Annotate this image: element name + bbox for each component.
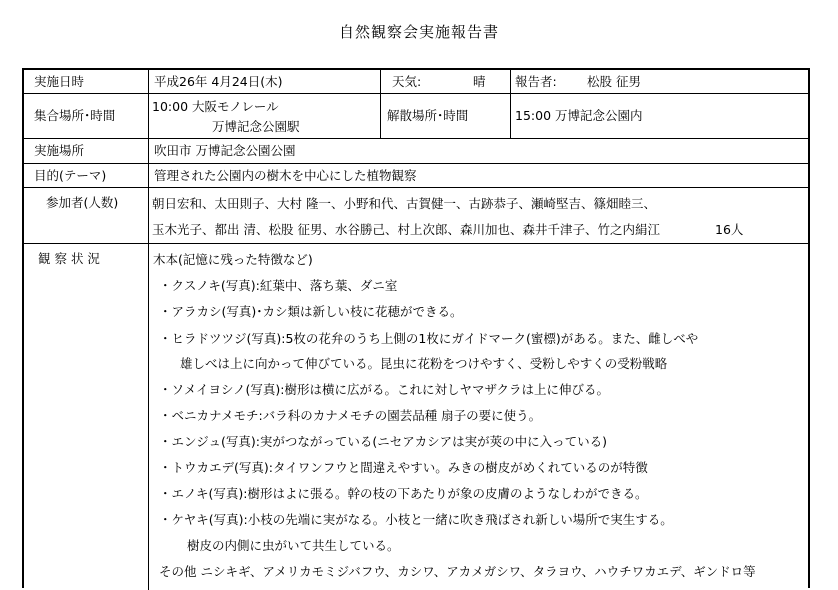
row-date <box>24 70 808 94</box>
row-observation <box>24 244 808 590</box>
reporter-label: 報告者: <box>515 74 557 89</box>
obs-line: ・トウカエデ(写真):タイワンフウと間違えやすい。みきの樹皮がめくれているのが特徴 <box>159 460 648 475</box>
meet-value <box>148 94 380 138</box>
row-purpose <box>24 164 808 188</box>
participants-line2: 玉木光子、都出 清、松股 征男、水谷勝己、村上次郎、森川加也、森井千津子、竹之内絹江 <box>152 222 660 237</box>
reporter-cell <box>510 70 808 93</box>
participants-count: 16人 <box>715 222 744 237</box>
obs-line: ・ケヤキ(写真):小枝の先端に実がなる。小枝と一緒に吹き飛ばされ新しい場所で実生する。 <box>159 512 673 527</box>
obs-line: ・ソメイヨシノ(写真):樹形は横に広がる。これに対しヤマザクラは上に伸びる。 <box>159 382 609 397</box>
purpose-value: 管理された公園内の樹木を中心にした植物観察 <box>148 164 808 187</box>
meet-label: 集合場所･時間 <box>34 108 116 123</box>
location-label: 実施場所 <box>34 143 85 158</box>
obs-line: 木本(記憶に残った特徴など) <box>153 252 313 267</box>
obs-line: 雄しべは上に向かって伸びている。昆虫に花粉をつけやすく、受粉しやすくの受粉戦略 <box>180 356 668 371</box>
participants-value <box>148 188 808 243</box>
row-location <box>24 139 808 164</box>
obs-line: ・エノキ(写真):樹形はよに張る。幹の枝の下あたりが象の皮膚のようなしわができる。 <box>159 486 648 501</box>
weather-cell <box>380 70 510 93</box>
observation-content <box>148 244 808 590</box>
row-meeting <box>24 94 808 139</box>
obs-line: 樹皮の内側に虫がいて共生している。 <box>187 538 400 553</box>
obs-line: ・エンジュ(写真):実がつながっている(ニセアカシアは実が莢の中に入っている) <box>159 434 608 449</box>
meet-line1: 10:00 大阪モノレール <box>152 99 279 114</box>
obs-line: ・ベニカナメモチ:バラ科のカナメモチの園芸品種 扇子の要に使う。 <box>159 408 542 423</box>
purpose-label: 目的(テーマ) <box>34 168 107 183</box>
observation-label: 観 察 状 況 <box>38 251 100 266</box>
meet-line2: 万博記念公園駅 <box>212 119 300 134</box>
participants-line1: 朝日宏和、太田則子、大村 隆一、小野和代、古賀健一、古跡恭子、瀬崎堅吉、篠畑睦三、 <box>152 196 656 211</box>
participants-label: 参加者(人数) <box>46 195 119 210</box>
document-title: 自然観察会実施報告書 <box>338 23 499 41</box>
weather-label: 天気: <box>392 74 422 89</box>
obs-line: ・アラカシ(写真)･カシ類は新しい枝に花穂ができる。 <box>159 304 463 319</box>
obs-line: ・クスノキ(写真):紅葉中、落ち葉、ダニ室 <box>159 278 398 293</box>
reporter-value: 松股 征男 <box>587 74 641 89</box>
date-value: 平成26年 4月24日(木) <box>148 70 380 93</box>
obs-line: ・ヒラドツツジ(写真):5枚の花弁のうち上側の1枚にガイドマーク(蜜標)がある。また、雌しべや <box>159 331 699 346</box>
dismiss-label: 解散場所･時間 <box>380 94 510 138</box>
row-participants <box>24 188 808 244</box>
location-value: 吹田市 万博記念公園公園 <box>148 139 808 163</box>
weather-value: 晴 <box>473 74 486 89</box>
obs-line: その他 ニシキギ、アメリカモミジバフウ、カシワ、アカメガシワ、タラヨウ、ハウチワカエデ、ギンドロ等 <box>159 564 756 579</box>
dismiss-value: 15:00 万博記念公園内 <box>510 94 808 138</box>
date-label: 実施日時 <box>34 74 85 89</box>
report-table <box>22 68 810 588</box>
